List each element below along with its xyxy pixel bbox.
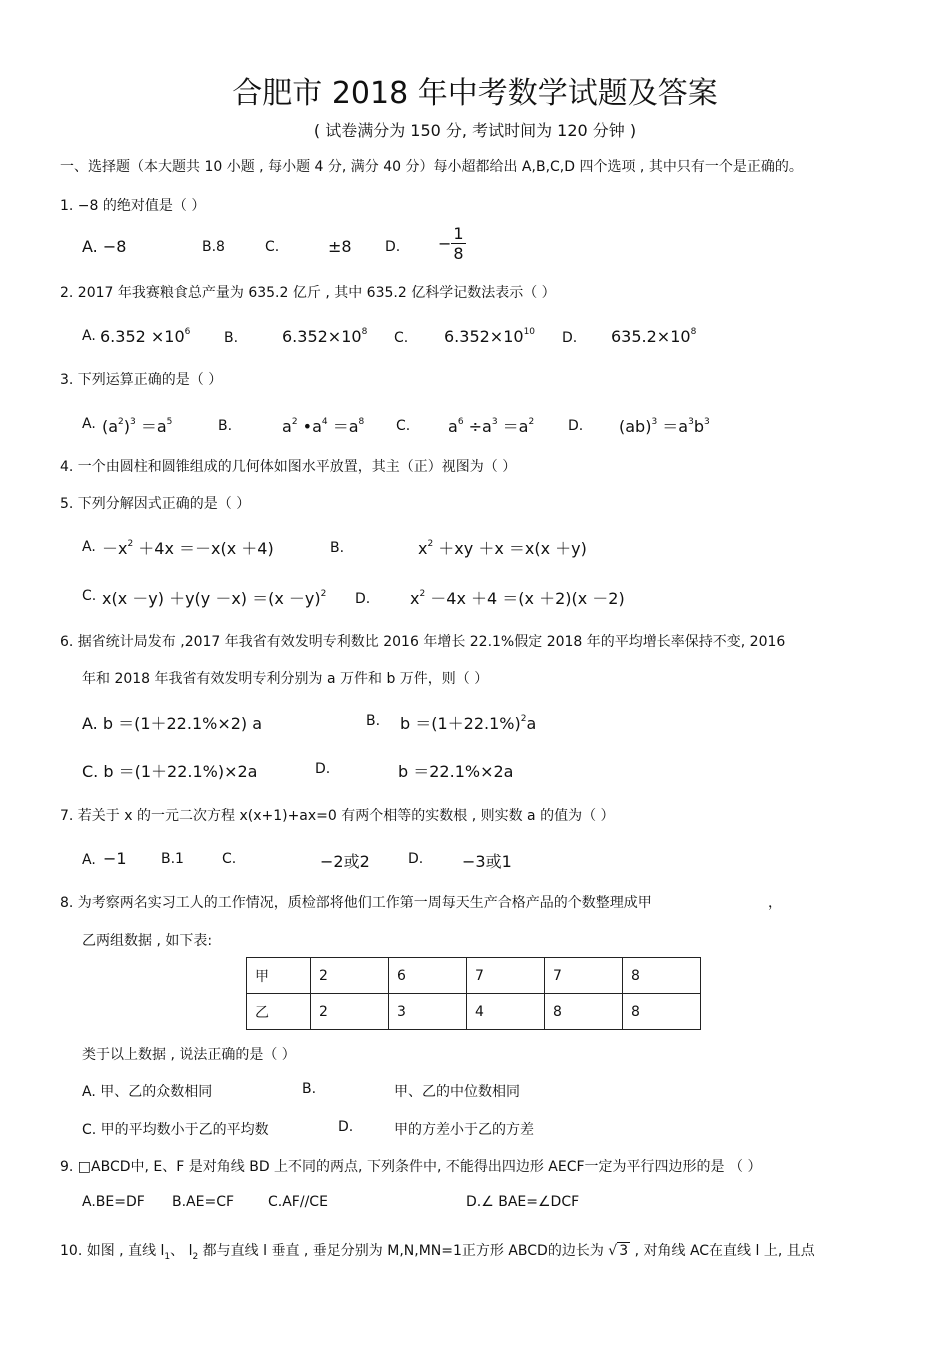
table-cell: 甲 — [247, 958, 311, 994]
question-7-stem: 7. 若关于 x 的一元二次方程 x(x+1)+ax=0 有两个相等的实数根 , 则实数 a 的值为（ ） — [60, 808, 615, 824]
q2-option-b-value — [282, 327, 367, 346]
q2-a-exponent: 6 — [184, 327, 191, 337]
q10-mid-1: 、 l — [170, 1243, 193, 1259]
q5-option-a-label: A. — [82, 539, 96, 555]
q2-option-d-value — [611, 327, 696, 346]
q10-radicand: 3 — [619, 1243, 629, 1259]
q3-option-a-formula: $(a^2)^3 =a^5$ — [102, 417, 173, 436]
section-heading: 一、选择题（本大题共 10 小题 , 每小题 4 分, 满分 40 分）每小超都给出 A,B,C,D 四个选项 , 其中只有一个是正确的。 — [60, 159, 803, 175]
question-1-stem: 1. −8 的绝对值是（ ） — [60, 198, 206, 214]
q3-option-c-label: C. — [396, 418, 411, 434]
table-row — [247, 958, 701, 994]
q8-option-d-value: 甲的方差小于乙的方差 — [394, 1122, 534, 1138]
table-cell: 8 — [623, 958, 701, 994]
table-cell: 8 — [623, 994, 701, 1030]
q5-option-c-formula: $x(x -y) +y(y -x) =(x -y)^2$ — [102, 589, 327, 608]
q1-option-c-label: C. — [265, 239, 280, 255]
q6-option-d-label: D. — [315, 761, 331, 777]
table-cell: 4 — [467, 994, 545, 1030]
q6-b-exponent: 2 — [520, 714, 527, 724]
q2-d-exponent: 8 — [690, 327, 697, 337]
q10-sqrt: √ 3 — [608, 1243, 629, 1259]
data-table — [246, 957, 701, 1030]
q8-option-a: A. 甲、乙的众数相同 — [82, 1084, 213, 1100]
q3-option-a-label: A. — [82, 416, 96, 432]
q2-b-base: 6.352×10 — [282, 327, 362, 346]
q6-option-d-formula: b ＝22.1%×2a — [398, 762, 514, 781]
q6-option-b-label: B. — [366, 713, 381, 729]
q2-option-a-label: A. — [82, 328, 96, 344]
q2-c-base: 6.352×10 — [444, 327, 524, 346]
q10-sub-1: 1 — [164, 1252, 171, 1262]
question-6-line-2: 年和 2018 年我省有效发明专利分别为 a 万件和 b 万件，则（ ） — [82, 671, 489, 687]
q9-option-d: D.∠ BAE=∠DCF — [466, 1194, 580, 1210]
table-row — [247, 994, 701, 1030]
q2-option-d-label: D. — [562, 330, 578, 346]
q1-option-d-value — [438, 224, 466, 263]
question-8-after-table: 类于以上数据 , 说法正确的是（ ） — [82, 1047, 296, 1063]
exam-title: 合肥市 2018 年中考数学试题及答案 — [232, 76, 718, 111]
q9-option-b: B.AE=CF — [172, 1194, 235, 1210]
q10-sub-2: 2 — [192, 1252, 199, 1262]
table-cell: 7 — [545, 958, 623, 994]
q2-b-exponent: 8 — [361, 327, 368, 337]
q1-d-numerator: 1 — [453, 224, 464, 243]
question-8-line-1: 8. 为考察两名实习工人的工作情况，质检部将他们工作第一周每天生产合格产品的个数整理成甲 — [60, 895, 652, 911]
q5-option-b-formula: $x^2 +xy +x =x(x +y)$ — [418, 539, 587, 558]
q7-option-b: B.1 — [161, 851, 184, 867]
question-2-stem: 2. 2017 年我赛粮食总产量为 635.2 亿斤 , 其中 635.2 亿科学记数法表示（ ） — [60, 285, 556, 301]
table-cell: 8 — [545, 994, 623, 1030]
q5-option-b-label: B. — [330, 540, 345, 556]
q6-b-base: b ＝(1＋22.1%) — [400, 714, 521, 733]
q6-b-tail: a — [526, 714, 537, 733]
question-3-stem: 3. 下列运算正确的是（ ） — [60, 372, 223, 388]
table-cell: 6 — [389, 958, 467, 994]
question-8-comma: ， — [768, 895, 782, 911]
question-6-line-1: 6. 据省统计局发布 ,2017 年我省有效发明专利数比 2016 年增长 22.1%假定 2018 年的平均增长率保持不变, 2016 — [60, 634, 786, 650]
q1-option-a: A. −8 — [82, 237, 127, 256]
table-cell: 3 — [389, 994, 467, 1030]
question-4-stem: 4. 一个由圆柱和圆锥组成的几何体如图水平放置，其主（正）视图为（ ） — [60, 459, 517, 475]
table-cell: 2 — [311, 958, 389, 994]
q1-d-sign: − — [438, 234, 452, 254]
table-cell: 乙 — [247, 994, 311, 1030]
q7-option-d-value: −3或1 — [462, 852, 512, 871]
q1-option-c-value: ±8 — [328, 237, 352, 256]
q7-option-a-label: A. — [82, 852, 96, 868]
q10-head: 10. 如图 , 直线 l — [60, 1243, 165, 1259]
q8-option-b-label: B. — [302, 1081, 317, 1097]
q7-option-a-value: −1 — [103, 849, 127, 868]
question-10-stem — [60, 1240, 815, 1262]
q5-option-a-formula: $-x^2 +4x =-x(x +4)$ — [102, 539, 274, 558]
q2-option-c-value — [444, 327, 535, 346]
q3-option-b-label: B. — [218, 418, 233, 434]
q3-option-d-label: D. — [568, 418, 584, 434]
table-cell: 2 — [311, 994, 389, 1030]
q2-option-c-label: C. — [394, 330, 409, 346]
q3-option-d-formula: $(ab)^3 =a^3b^3$ — [619, 417, 710, 436]
q2-option-a-value — [100, 327, 190, 346]
question-5-stem: 5. 下列分解因式正确的是（ ） — [60, 496, 251, 512]
q1-d-fraction — [451, 224, 465, 263]
q1-d-denominator: 8 — [453, 244, 464, 264]
q2-c-exponent: 10 — [523, 327, 536, 337]
q9-option-c: C.AF//CE — [268, 1194, 328, 1210]
q2-a-base: 6.352 ×10 — [100, 327, 185, 346]
q10-tail: , 对角线 AC在直线 l 上, 且点 — [630, 1243, 815, 1259]
q10-mid-2: 都与直线 l 垂直 , 垂足分别为 M,N,MN=1正方形 ABCD的边长为 — [198, 1243, 604, 1259]
q7-option-c-value: −2或2 — [320, 852, 370, 871]
q7-option-d-label: D. — [408, 851, 424, 867]
q3-option-b-formula: $a^2$ $•a^4 =a^8$ — [282, 417, 365, 436]
table-cell: 7 — [467, 958, 545, 994]
exam-subtitle: ( 试卷满分为 150 分, 考试时间为 120 分钟 ) — [313, 121, 637, 140]
q2-option-b-label: B. — [224, 330, 239, 346]
q8-option-d-label: D. — [338, 1119, 354, 1135]
q9-option-a: A.BE=DF — [82, 1194, 145, 1210]
question-8-line-2: 乙两组数据 , 如下表: — [82, 933, 213, 949]
q1-option-d-label: D. — [385, 239, 401, 255]
q5-option-c-label: C. — [82, 588, 97, 604]
q5-option-d-label: D. — [355, 591, 371, 607]
q6-option-c: C. b ＝(1＋22.1%)×2a — [82, 762, 258, 781]
q8-option-c: C. 甲的平均数小于乙的平均数 — [82, 1122, 269, 1138]
question-9-stem: 9. □ABCD中, E、F 是对角线 BD 上不同的两点, 下列条件中, 不能得出四边形 AECF一定为平行四边形的是 （ ） — [60, 1159, 762, 1175]
q8-option-b-value: 甲、乙的中位数相同 — [394, 1084, 520, 1100]
q1-option-b: B.8 — [202, 239, 225, 255]
q2-d-base: 635.2×10 — [611, 327, 691, 346]
q3-option-c-formula: $a^6 \div a^3 =a^2$ — [448, 417, 535, 436]
q6-option-a: A. b ＝(1＋22.1%×2) a — [82, 714, 263, 733]
q5-option-d-formula: $x^2 -4x +4 =(x +2)(x -2)$ — [410, 589, 625, 608]
q6-option-b-formula — [400, 711, 536, 734]
q7-option-c-label: C. — [222, 851, 237, 867]
